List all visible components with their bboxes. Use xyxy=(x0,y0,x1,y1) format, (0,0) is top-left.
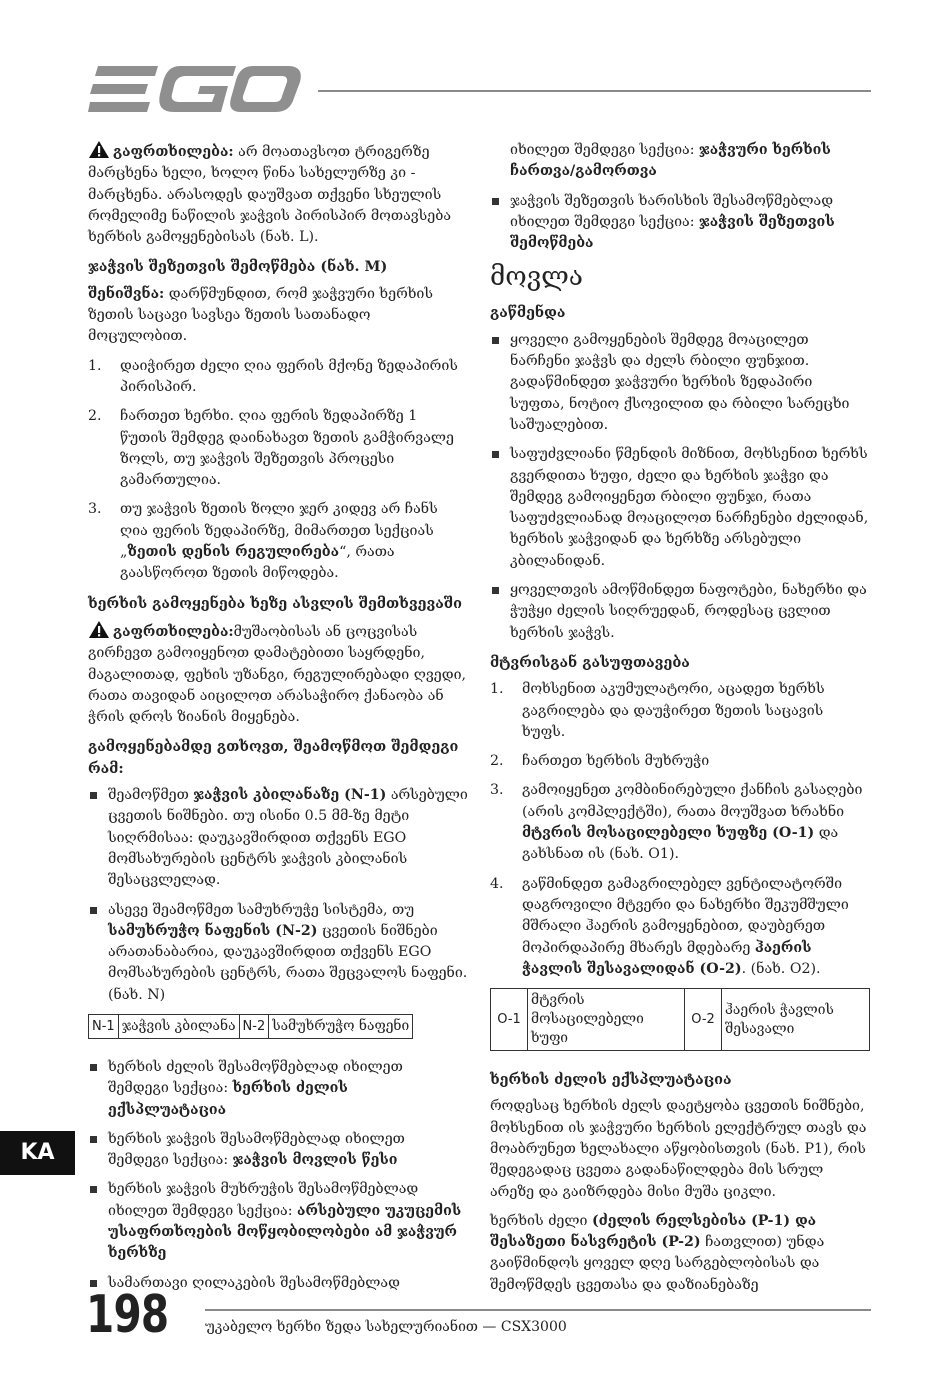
step-text: ჩართეთ ხერხი. ღია ფერის ზედაპირზე 1 წუთის შემდეგ დაინახავთ ზეთის გამჭირვალე ზოლს, თუ ჯაჭვის შეზეთვის პროცესი გამართულია. xyxy=(120,408,454,489)
heading-pre-use-check: გამოყენებამდე გთხოვთ, შეამოწმოთ შემდეგი რამ: xyxy=(88,738,459,777)
list-item xyxy=(88,356,468,399)
continued-paragraph xyxy=(490,140,870,183)
check-list xyxy=(88,785,468,1006)
table-row xyxy=(89,1014,413,1038)
step-text: თუ ჯაჭვის ზეთის ზოლი ჯერ კიდევ არ ჩანს ღია ფერის ზედაპირზე, მიმართეთ სექციას „ xyxy=(120,501,438,561)
item-text: ყოველი გამოყენების შემდეგ მოაცილეთ ნარჩენი ჯაჭვს და ძელს რბილი ფუნჯით. გადაწმინდეთ ჯაჭვური ხერხის ზედაპირი სუფთა, ნოტიო ქსოვილით და რბილი სარეცხი საშუალებით. xyxy=(510,331,850,433)
step-number: 4. xyxy=(490,875,504,892)
step-text: ჩართეთ ხერხის მუხრუჭი xyxy=(522,753,710,770)
bullet-icon xyxy=(492,198,499,205)
item-bold-text: ხერხის ძელის ექსპლუატაცია xyxy=(108,1080,348,1118)
heading-oil-check: ჯაჭვის შეზეთვის შემოწმება (ნახ. M) xyxy=(88,258,388,276)
list-item xyxy=(490,444,870,572)
bullet-icon xyxy=(492,337,499,344)
item-text: შეამოწმეთ xyxy=(108,787,194,804)
list-item xyxy=(88,1057,468,1121)
list-item xyxy=(490,191,870,255)
table-cell-label: სამუხრუჭო ნაფენი xyxy=(269,1014,413,1038)
step-number: 2. xyxy=(88,408,102,425)
note-paragraph xyxy=(88,284,468,348)
step-text: “, რათა გაასწოროთ ზეთის მიწოდება. xyxy=(120,544,395,582)
bullet-icon xyxy=(90,792,97,799)
bullet-icon xyxy=(90,1064,97,1071)
bullet-icon xyxy=(90,1186,97,1193)
step-text: მოხსენით აკუმულატორი, აცადეთ ხერხს გაგრილება და დაუჭირეთ ზეთის საცავის ხუფს. xyxy=(522,681,825,740)
bar-paragraph-2 xyxy=(490,1211,870,1296)
lubrication-list xyxy=(490,191,870,255)
step-text: გაწმინდეთ გამაგრილებელ ვენტილატორში დაგროვილი მტვერი და ნახერხი შეკუმშული მშრალი ჰაერის გამოყენებით, დაუბერეთ მოპირდაპირე მხარეს მდებარე xyxy=(522,875,849,956)
item-text: იხილეთ შემდეგი სექცია: xyxy=(510,142,700,158)
warning-icon xyxy=(88,140,110,159)
page-number: 198 xyxy=(86,1285,169,1345)
table-row xyxy=(491,989,870,1051)
list-item xyxy=(88,499,468,584)
item-text: საფუძვლიანი წმენდის მიზნით, მოხსენით ხერხს გვერდითა ხუფი, ძელი და ხერხის ჯაჭვი და შემდეგ გამოიყენეთ რბილი ფუნჯი, რათა საფუძვლიანად მოაცილოთ ნარჩენები ძელიდან, ხერხის ჯაჭვიდან და ხერხზე არსებული კბილანიდან. xyxy=(510,446,869,569)
warning-paragraph xyxy=(88,140,468,248)
legend-table-o xyxy=(490,988,870,1051)
step-number: 2. xyxy=(490,753,504,770)
ego-logo xyxy=(88,62,303,118)
item-text: ხერხის ჯაჭვის მუხრუჭის შესამოწმებლად იხილეთ შემდეგი სექცია: xyxy=(108,1181,419,1219)
heading-dust-cleaning: მტვრისგან გასუფთავება xyxy=(490,653,690,671)
warning-text: არ მოათავსოთ ტრიგერზე მარცხენა ხელი, ხოლო წინა სახელურზე კი - მარცხენა. არასოდეს დაუშვათ თქვენი სხეულის რომელიმე ნაწილის ჯაჭვის პირისპირ მოთავსება ხერხის გამოყენებისას (ნახ. L). xyxy=(88,144,452,246)
warning-label: გაფრთხილება: xyxy=(113,623,234,640)
item-bold-text: (ძელის რელსებისა (P-1) და შესაზეთი ნასვრეტის (P-2) xyxy=(490,1212,817,1251)
cleaning-list xyxy=(490,330,870,644)
bullet-icon xyxy=(492,451,499,458)
item-bold-text: ჯაჭვის მოვლის წესი xyxy=(232,1152,398,1169)
item-text: ასევე შეამოწმეთ სამუხრუჭე სისტემა, თუ xyxy=(108,901,415,918)
list-item xyxy=(490,330,870,436)
item-bold-text: ჯაჭვური ხერხის ჩართვა/გამორთვა xyxy=(510,142,831,180)
table-cell-code: N-1 xyxy=(89,1014,119,1038)
heading-bar-maintenance: ხერხის ძელის ექსპლუატაცია xyxy=(490,1071,732,1089)
note-text: დარწმუნდით, რომ ჯაჭვური ხერხის ზეთის საცავი სავსეა ზეთის სათანადო მოცულობით. xyxy=(88,285,433,345)
item-text: არსებული ცვეთის ნიშნები. თუ ისინი 0.5 მმ-ზე მეტი სიღრმისაა: დაუკავშირდით თქვენს EGO მომსახურების ცენტრს ჯაჭვის კბილანის შესაცვლელად. xyxy=(108,787,468,889)
list-item xyxy=(88,785,468,891)
bullet-icon xyxy=(492,587,499,594)
item-text: ხერხის ჯაჭვის შესამოწმებლად იხილეთ შემდეგი სექცია: xyxy=(108,1130,405,1169)
item-text: ხერხის ძელის შესამოწმებლად იხილეთ შემდეგი სექცია: xyxy=(108,1058,403,1097)
step-number: 1. xyxy=(490,681,504,698)
item-bold-text: ჯაჭვის კბილანაზე (N-1) xyxy=(193,787,387,804)
item-text: ცვეთის ნიშნები არათანაბარია, დაუკავშირდით თქვენს EGO მომსახურების ცენტრს, რათა შეცვალოს ნაფენი. (ნახ. N) xyxy=(108,922,468,1003)
list-item xyxy=(88,1179,468,1264)
list-item xyxy=(88,406,468,491)
step-number: 3. xyxy=(88,501,102,518)
right-column xyxy=(490,140,870,1304)
footer-text: უკაბელო ხერხი ზედა სახელურიანით — CSX3000 xyxy=(205,1319,567,1335)
dust-steps-list xyxy=(490,679,870,980)
item-text: ჯაჭვის შეზეთვის ხარისხის შესამოწმებლად იხილეთ შემდეგი სექცია: xyxy=(510,192,834,230)
warning-paragraph-2 xyxy=(88,620,468,728)
warning-icon xyxy=(88,620,110,639)
section-title-maintenance: მოვლა xyxy=(490,262,583,293)
list-item xyxy=(490,580,870,644)
step-text: და გახსნათ ის (ნახ. O1). xyxy=(522,825,839,863)
step-number: 3. xyxy=(490,782,504,799)
table-cell-code: O-1 xyxy=(491,989,528,1051)
header-rule xyxy=(318,90,871,92)
left-column xyxy=(88,140,468,1302)
item-text: ხერხის ძელი xyxy=(490,1212,592,1229)
legend-table-n xyxy=(88,1014,413,1039)
step-text: გამოიყენეთ კომბინირებული ქანჩის გასაღები (არის კომპლექტში), რათა მოუშვათ ხრახნი xyxy=(522,782,863,820)
step-bold-text: ჰაერის ჭავლის შესავალიდან (O-2) xyxy=(522,939,812,977)
item-bold-text: ჯაჭვის შეზეთვის შემოწმება xyxy=(510,213,835,252)
table-cell-label: ჯაჭვის კბილანა xyxy=(118,1014,239,1038)
list-item xyxy=(490,874,870,980)
list-item xyxy=(490,751,870,772)
bullet-icon xyxy=(90,907,97,914)
language-tab: KA xyxy=(0,1131,75,1175)
table-cell-code: N-2 xyxy=(239,1014,269,1038)
list-item xyxy=(88,900,468,1006)
footer-rule xyxy=(205,1309,871,1311)
table-cell-code: O-2 xyxy=(685,989,722,1051)
list-item xyxy=(88,1129,468,1172)
step-bold-text: ზეთის დენის რეგულირება xyxy=(127,544,340,561)
step-text: დაიჭირეთ ძელი ღია ფერის მქონე ზედაპირის პირისპირ. xyxy=(120,357,458,395)
step-bold-text: მტვრის მოსაცილებელი ხუფზე (O-1) xyxy=(522,825,815,842)
list-item xyxy=(490,679,870,743)
step-text: . (ნახ. O2). xyxy=(741,960,821,977)
warning-text: მუშაობისას ან ცოცვისას გირჩევთ გამოიყენოთ დამატებითი საყრდენი, მაგალითად, ფეხის უზანგი, რეგულირებადი ღვედი, რათა თავიდან აიცილოთ არასაჭირო ქანაობა ან ჭრის დროს ზიანის მიყენება. xyxy=(88,623,467,726)
list-item xyxy=(490,780,870,865)
reference-list xyxy=(88,1057,468,1294)
oil-steps-list xyxy=(88,356,468,585)
warning-label: გაფრთხილება: xyxy=(113,144,234,160)
bar-paragraph-1: როდესაც ხერხის ძელს დაეტყობა ცვეთის ნიშნები, მოხსენით ის ჯაჭვური ხერხის ელექტრულ თავს და მოაბრუნეთ ხელახალი აწყობისთვის (ნახ. P1), რის შედეგადაც ცვეთა გადანაწილდება მის სრულ არეზე და გაიზრდება მისი მუშა ციკლი. xyxy=(490,1098,867,1200)
heading-tree-climbing: ხერხის გამოყენება ხეზე ასვლის შემთხვევაში xyxy=(88,594,462,612)
item-text: სამართავი ღილაკების შესამოწმებლად xyxy=(108,1274,400,1291)
note-label: შენიშვნა: xyxy=(88,285,165,302)
table-cell-label: მტვრის მოსაცილებელი ხუფი xyxy=(528,989,685,1051)
item-bold-text: არსებული უკუცემის უსაფრთხოების მოწყობილობები ამ ჯაჭვურ ხერხზე xyxy=(108,1202,462,1262)
heading-cleaning: გაწმენდა xyxy=(490,304,566,322)
item-text: ყოველთვის ამოწმინდეთ ნაფოტები, ნახერხი და ჭუჭყი ძელის სიღრუედან, როდესაც ცვლით ხერხის ჯაჭვს. xyxy=(510,582,867,641)
item-bold-text: სამუხრუჭო ნაფენის (N-2) xyxy=(108,922,318,939)
table-cell-label: ჰაერის ჭავლის შესავალი xyxy=(722,989,870,1051)
step-number: 1. xyxy=(88,357,102,374)
item-text: ჩათვლით) უნდა გაიწმინდოს ყოველ დღე სარგებლობისას და შემოწმდეს ცვეთასა და დაზიანებაზე xyxy=(490,1234,825,1293)
bullet-icon xyxy=(90,1136,97,1143)
